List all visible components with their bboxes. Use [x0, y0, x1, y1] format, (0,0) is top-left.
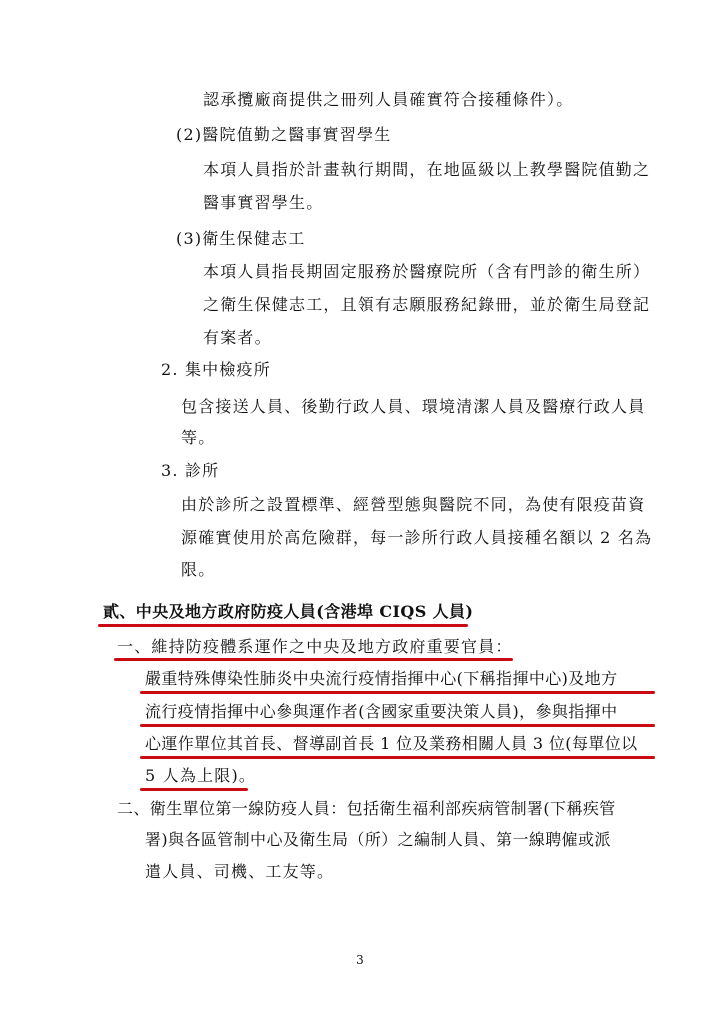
highlight-underline [140, 724, 655, 727]
item-heading: 二、衛生單位第一線防疫人員：包括衛生福利部疾病管制署(下稱疾管 [117, 799, 616, 818]
text-line: 限。 [181, 560, 216, 579]
highlight-underline [140, 756, 655, 759]
sub-heading: 2. 集中檢疫所 [161, 360, 271, 379]
sub-heading: 3. 診所 [161, 461, 220, 480]
text-line: 本項人員指於計畫執行期間，在地區級以上教學醫院值勤之 [203, 160, 651, 179]
highlight-underline [140, 691, 655, 694]
text-line: 署)與各區管制中心及衛生局（所）之編制人員、第一線聘僱或派 [145, 830, 611, 849]
text-line: 認承攬廠商提供之冊列人員確實符合接種條件）。 [203, 90, 574, 109]
text-line: 本項人員指長期固定服務於醫療院所（含有門診的衛生所） [203, 262, 651, 281]
text-line: 遣人員、司機、工友等。 [145, 862, 335, 881]
text-line: 嚴重特殊傳染性肺炎中央流行疫情指揮中心(下稱指揮中心)及地方 [145, 669, 618, 688]
highlight-underline [114, 658, 513, 661]
text-line: 5 人為上限)。 [145, 766, 257, 785]
highlight-underline [98, 624, 468, 627]
text-line: 之衛生保健志工，且領有志願服務紀錄冊，並於衛生局登記 [203, 295, 651, 314]
text-line: 流行疫情指揮中心參與運作者(含國家重要決策人員)，參與指揮中 [145, 702, 618, 721]
highlight-underline [140, 788, 248, 791]
sub-heading: (2)醫院值勤之醫事實習學生 [176, 125, 392, 144]
page-number: 3 [356, 953, 364, 967]
item-heading: 一、維持防疫體系運作之中央及地方政府重要官員： [117, 637, 513, 656]
text-line: 醫事實習學生。 [203, 193, 324, 212]
text-line: 心運作單位其首長、督導副首長 1 位及業務相關人員 3 位(每單位以 [145, 734, 638, 753]
text-line: 由於診所之設置標準、經營型態與醫院不同，為使有限疫苗資 [181, 495, 646, 514]
text-line: 源確實使用於高危險群，每一診所行政人員接種名額以 2 名為 [181, 528, 653, 547]
sub-heading: (3)衛生保健志工 [176, 229, 306, 248]
text-line: 包含接送人員、後勤行政人員、環境清潔人員及醫療行政人員 [181, 397, 646, 416]
text-line: 等。 [181, 428, 216, 447]
section-heading: 貳、中央及地方政府防疫人員(含港埠 CIQS 人員) [103, 602, 474, 621]
text-line: 有案者。 [203, 328, 272, 347]
